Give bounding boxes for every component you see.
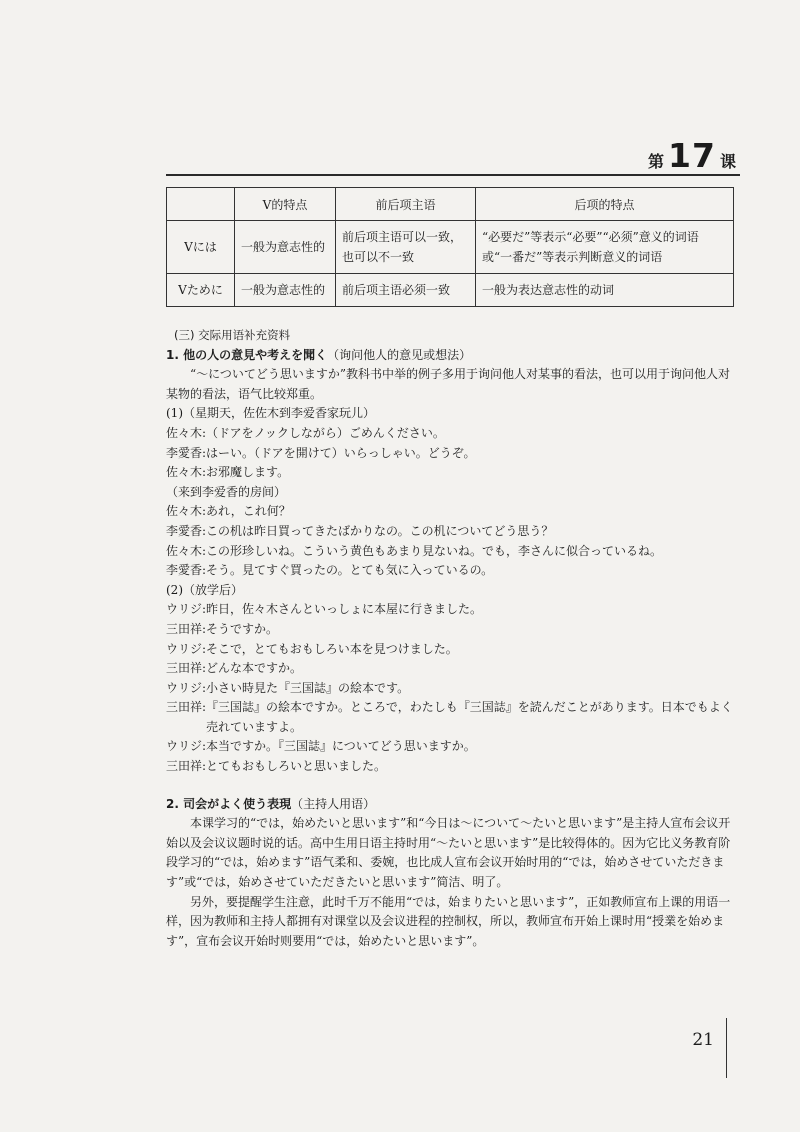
spacer [166,777,734,795]
dialog-line [166,502,734,522]
table-header-cell: V的特点 [235,188,336,221]
dialog-line [166,620,734,640]
paragraph: 本课学习的“では，始めたいと思います”和“今日は～について～たいと思います”是主持人宣布会议开始以及会议议题时说的话。高中生用日语主持时用“～たいと思います”是比较得体的。因为它比义务教育阶段学习的“では，始めます”语气柔和、委婉，也比成人宣布会议开始时用的“では，始めさせていただきます”或“では，始めさせていただきたいと思います”简洁、明了。 [166,816,731,890]
utterance: どんな本ですか。 [206,661,303,676]
utterance: あれ，これ何？ [206,504,291,519]
page-number-rule [726,1018,727,1078]
table-header-cell: 前后项主语 [336,188,476,221]
utterance: そう。見てすぐ買ったの。とても気に入っているの。 [206,563,494,578]
utterance: とてもおもしろいと思いました。 [206,759,387,774]
lesson-header [648,136,736,176]
speaker: ウリジ: [166,739,207,754]
utterance: そうですか。 [206,621,279,636]
subsection-title [166,795,734,815]
utterance: はーい。（ドアを開けて）いらっしゃい。どうぞ。 [206,445,476,460]
lesson-number: 17 [668,136,716,175]
lesson-suffix: 课 [719,152,736,171]
table-cell: 前后项主语必须一致 [336,274,476,307]
utterance: 『三国誌』の絵本ですか。ところで，わたしも『三国誌』を読んだことがあります。日本でもよく売れていますよ。 [206,700,733,734]
dialog-line [166,640,734,660]
dialog-line [166,463,734,483]
speaker: ウリジ: [166,602,207,617]
speaker: 佐々木: [166,465,207,480]
utterance: 本当ですか。『三国誌』についてどう思いますか。 [206,739,476,754]
speaker: 佐々木: [166,425,207,440]
table-header-cell: 后项的特点 [476,188,734,221]
dialog-line [166,561,734,581]
utterance: 小さい時見た『三国誌』の絵本です。 [206,680,410,695]
utterance: 昨日，佐々木さんといっしょに本屋に行きました。 [206,602,483,617]
speaker: 三田祥: [166,700,207,715]
dialog-line [166,737,734,757]
dialog-line [166,698,734,737]
table-cell: Vには [167,221,235,274]
dialog-line [166,659,734,679]
speaker: 三田祥: [166,661,207,676]
dialog-line [166,542,734,562]
subsection-note: （主持人用语） [291,796,376,811]
dialog-line [166,600,734,620]
dialog-line [166,679,734,699]
lesson-prefix: 第 [648,152,665,171]
table-cell: “必要だ”等表示“必要”“必须”意义的词语或“一番だ”等表示判断意义的词语 [476,221,734,274]
table-row [167,221,734,274]
speaker: ウリジ: [166,680,207,695]
scene-note: （来到李爱香的房间） [166,484,287,499]
dialog-line [166,757,734,777]
speaker: 李愛香: [166,445,207,460]
dialog-line [166,444,734,464]
dialog-line [166,424,734,444]
speaker: 三田祥: [166,759,207,774]
table-cell: Vために [167,274,235,307]
subsection-title-text: 2. 司会がよく使う表現 [166,796,292,811]
utterance: この形珍しいね。こういう黄色もあまり見ないね。でも，李さんに似合っているね。 [206,543,663,558]
table-row [167,274,734,307]
speaker: ウリジ: [166,641,207,656]
subsection-title-text: 1. 他の人の意見や考えを聞く [166,347,328,362]
header-rule [166,174,740,176]
speaker: 佐々木: [166,543,207,558]
utterance: そこで，とてもおもしろい本を見つけました。 [206,641,458,656]
paragraph: “～についてどう思いますか”教科书中举的例子多用于询问他人对某事的看法，也可以用于询问他人对某物的看法，语气比较郑重。 [166,367,731,401]
table-cell: 一般为意志性的 [235,221,336,274]
utterance: この机は昨日買ってきたばかりなの。この机についてどう思う？ [206,523,554,538]
speaker: 李愛香: [166,523,207,538]
subsection-title [166,346,734,366]
speaker: 三田祥: [166,621,207,636]
page-content [166,326,734,951]
page-number: 21 [692,1030,714,1050]
paragraph: 另外，要提醒学生注意，此时千万不能用“では，始まりたいと思います”，正如教师宣布上课的用语一样，因为教师和主持人都拥有对课堂以及会议进程的控制权，所以，教师宣布开始上课时用“授業を始めます”，宣布会议开始时则要用“では，始めたいと思います”。 [166,894,731,948]
grammar-comparison-table [166,187,734,307]
utterance: （ドアをノックしながら）ごめんください。 [206,425,445,440]
section-heading: (三) 交际用语补充资料 [174,328,291,342]
table-cell: 一般为意志性的 [235,274,336,307]
example-label: (1)（星期天，佐佐木到李爱香家玩儿） [166,406,375,421]
utterance: お邪魔します。 [206,465,290,480]
speaker: 佐々木: [166,504,207,519]
table-cell: 一般为表达意志性的动词 [476,274,734,307]
dialog-line [166,522,734,542]
speaker: 李愛香: [166,563,207,578]
table-header-cell [167,188,235,221]
example-label: (2)（放学后） [166,582,243,597]
table-header-row [167,188,734,221]
subsection-note: （询问他人的意见或想法） [327,347,472,362]
table-cell: 前后项主语可以一致，也可以不一致 [336,221,476,274]
